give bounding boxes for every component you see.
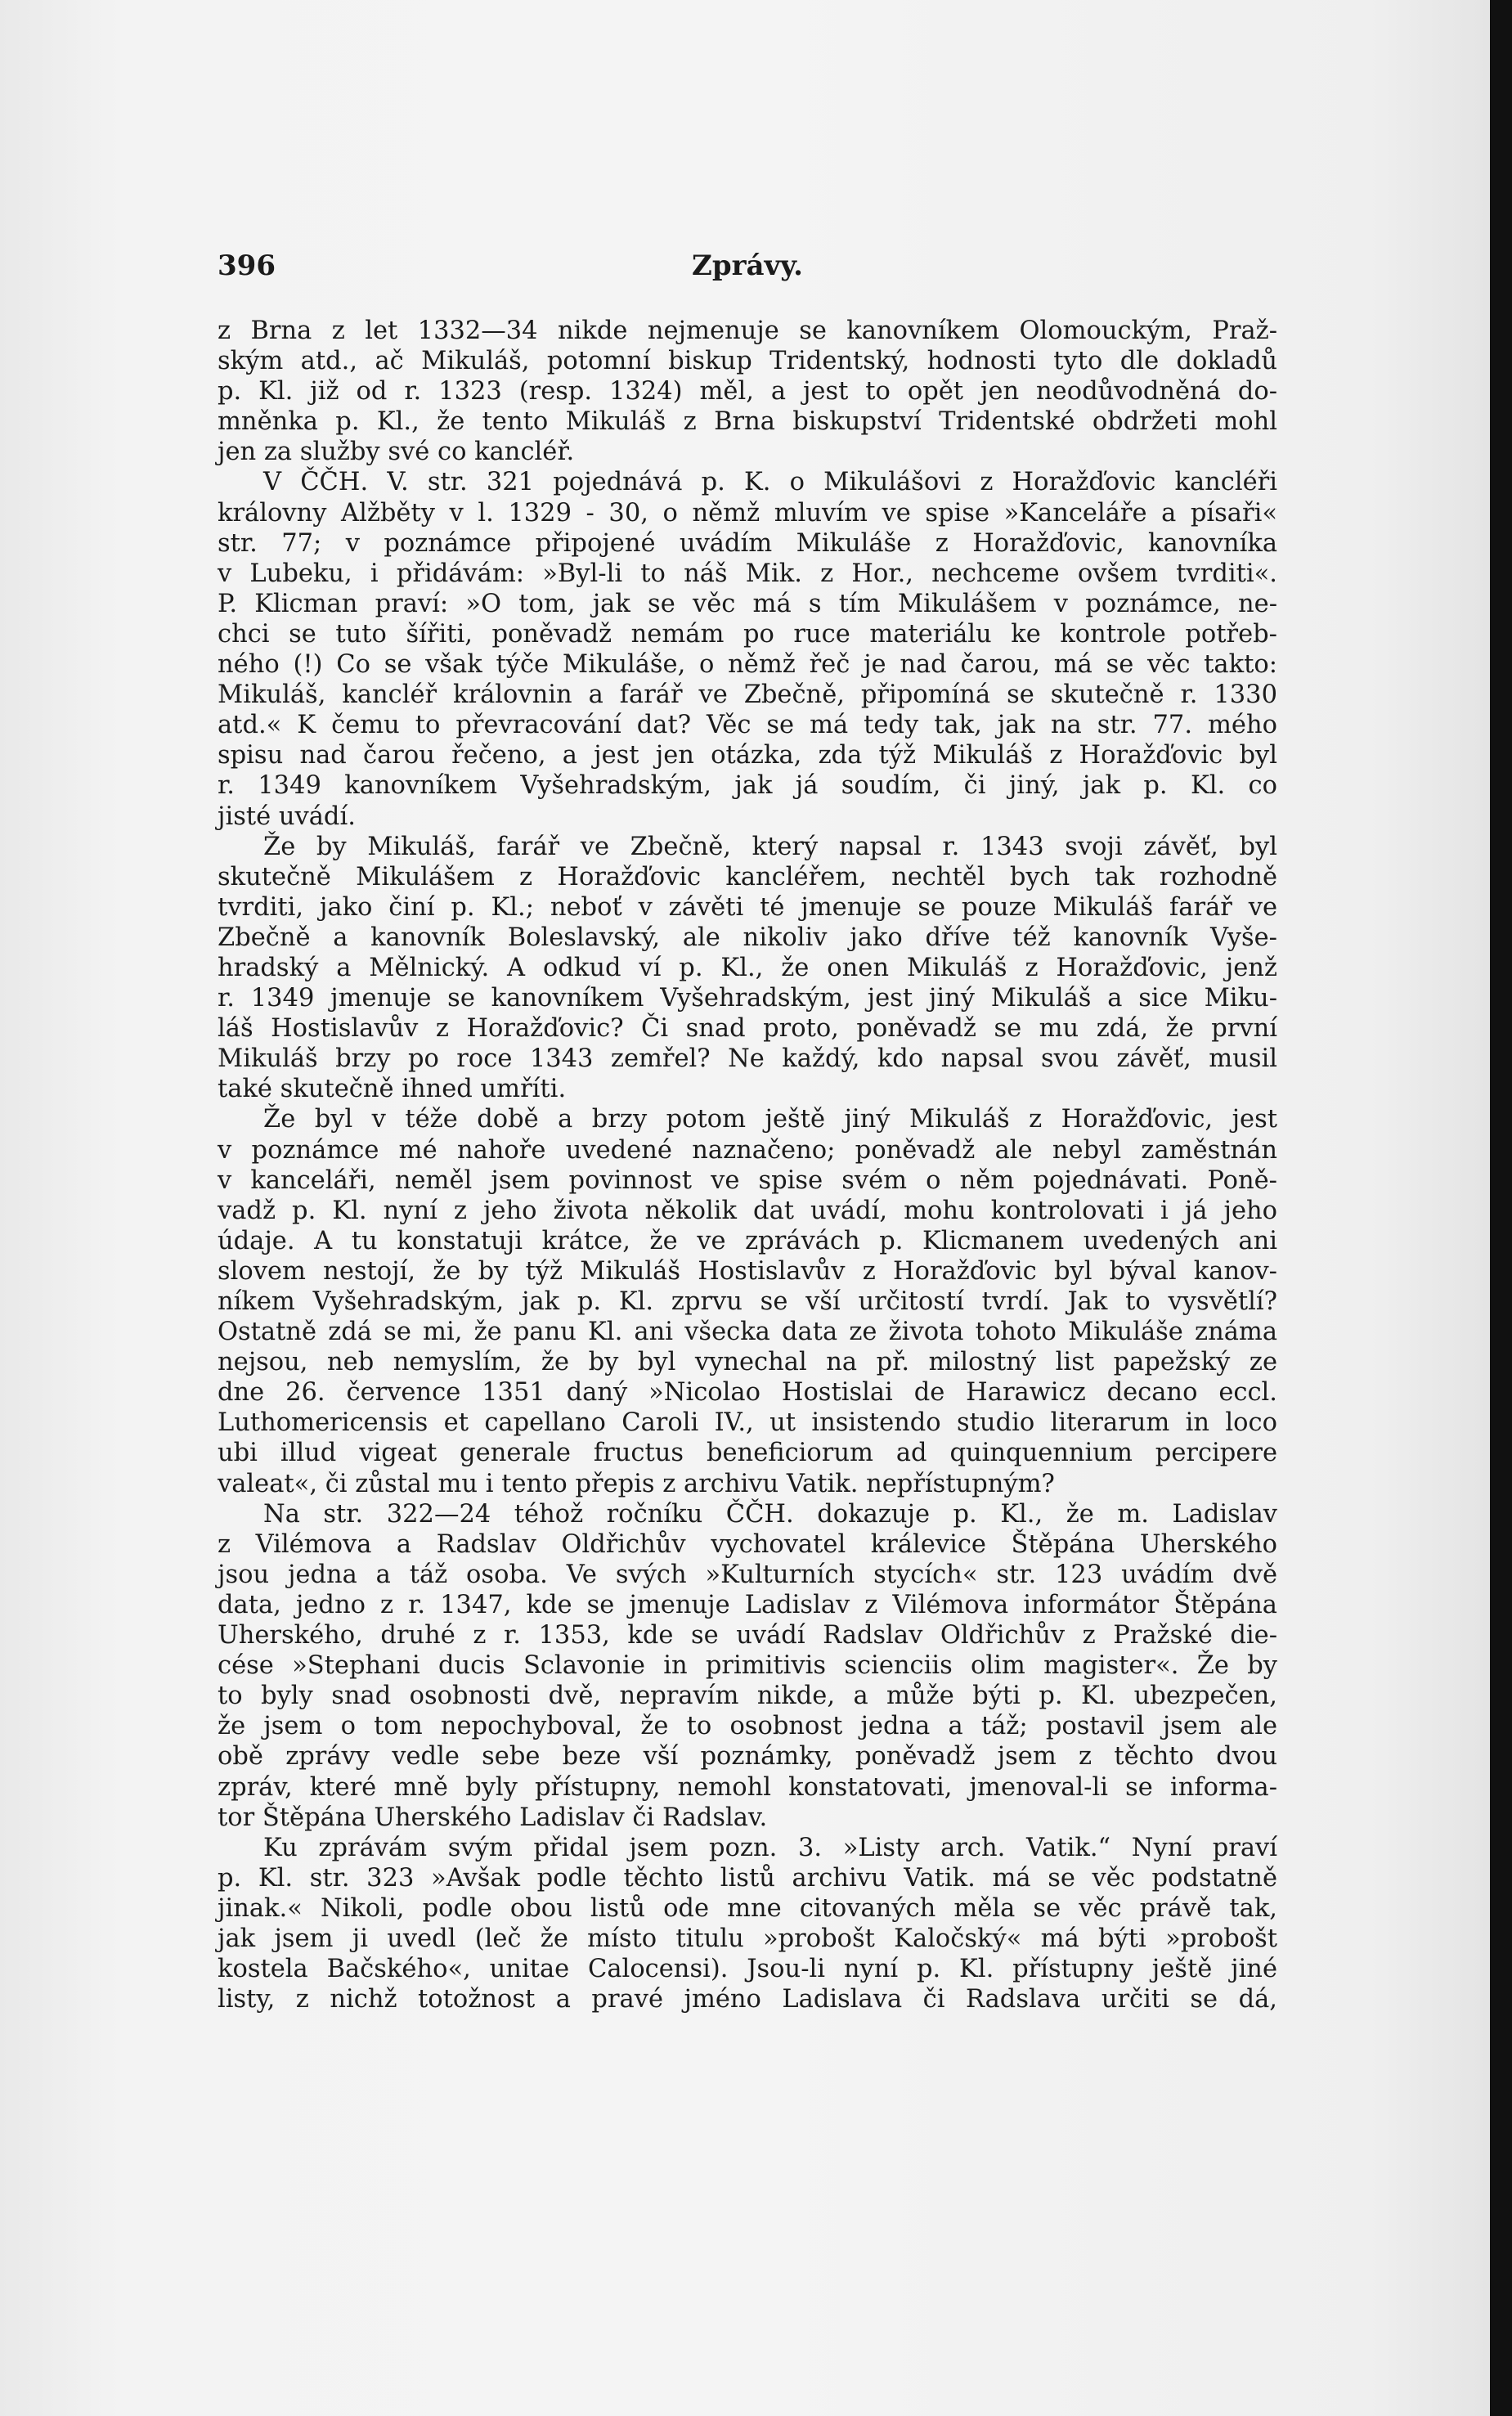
text-line: Zbečně a kanovník Boleslavský, ale nikoliv jako dříve též kanovník Vyše- [218,923,1277,952]
section-title: Zprávy. [692,249,803,282]
text-line: chci se tuto šířiti, poněvadž nemám po ruce materiálu ke kontrole potřeb- [218,619,1277,649]
text-line: slovem nestojí, že by týž Mikuláš Hostislavův z Horažďovic byl býval kanov- [218,1256,1277,1286]
text-line: zpráv, které mně byly přístupny, nemohl konstatovati, jmenoval-li se informa- [218,1772,1277,1802]
text-line: že jsem o tom nepochyboval, že to osobnost jedna a táž; postavil jsem ale [218,1712,1277,1741]
text-line: data, jedno z r. 1347, kde se jmenuje Ladislav z Vilémova informátor Štěpána [218,1590,1277,1619]
text-line: Uherského, druhé z r. 1353, kde se uvádí Radslav Oldřichův z Pražské die- [218,1621,1277,1650]
text-line: jsou jedna a táž osoba. Ve svých »Kulturních stycích« str. 123 uvádím dvě [218,1560,1277,1589]
text-line: V ČČH. V. str. 321 pojednává p. K. o Mikulášovi z Horažďovic kancléři [263,468,1277,497]
text-line: r. 1349 jmenuje se kanovníkem Vyšehradským, jest jiný Mikuláš a sice Miku- [218,984,1277,1013]
text-line: ubi illud vigeat generale fructus beneficiorum ad quinquennium percipere [218,1439,1277,1468]
page-number: 396 [218,249,276,282]
text-line: Že byl v téže době a brzy potom ještě jiný Mikuláš z Horažďovic, jest [263,1105,1277,1134]
text-line: v poznámce mé nahoře uvedené naznačeno; poněvadž ale nebyl zaměstnán [218,1135,1277,1165]
text-line: r. 1349 kanovníkem Vyšehradským, jak já soudím, či jiný, jak p. Kl. co [218,771,1277,801]
text-line: spisu nad čarou řečeno, a jest jen otázka, zda týž Mikuláš z Horažďovic byl [218,741,1277,770]
text-line: ským atd., ač Mikuláš, potomní biskup Tridentský, hodnosti tyto dle dokladů [218,347,1277,376]
text-line: jen za služby své co kancléř. [218,438,575,467]
text-line: jisté uvádí. [218,802,356,831]
text-line: také skutečně ihned umříti. [218,1075,567,1104]
text-line: dne 26. července 1351 daný »Nicolao Hostislai de Harawicz decano eccl. [218,1378,1277,1408]
running-head [218,245,1277,286]
text-line: obě zprávy vedle sebe beze vší poznámky, poněvadž jsem z těchto dvou [218,1742,1277,1772]
text-line: skutečně Mikulášem z Horažďovic kancléřem, nechtěl bych tak rozhodně [218,862,1277,891]
text-line: Že by Mikuláš, farář ve Zbečně, který napsal r. 1343 svoji závěť, byl [263,832,1277,861]
text-line: tvrditi, jako činí p. Kl.; neboť v závěti té jmenuje se pouze Mikuláš farář ve [218,892,1277,922]
text-line: Ku zprávám svým přidal jsem pozn. 3. »Listy arch. Vatik.“ Nyní praví [263,1833,1277,1862]
text-line: v Lubeku, i přidávám: »Byl-li to náš Mik. z Hor., nechceme ovšem tvrditi«. [218,559,1277,588]
scan-edge-border [1490,0,1512,2416]
text-line: údaje. A tu konstatuji krátce, že ve zprávách p. Klicmanem uvedených ani [218,1226,1277,1255]
text-line: jinak.« Nikoli, podle obou listů ode mne citovaných měla se věc právě tak, [218,1893,1277,1923]
text-line: Mikuláš brzy po roce 1343 zemřel? Ne každý, kdo napsal svou závěť, musil [218,1044,1277,1074]
text-line: to byly snad osobnosti dvě, nepravím nikde, a může býti p. Kl. ubezpečen, [218,1682,1277,1711]
text-line: valeat«, či zůstal mu i tento přepis z archivu Vatik. nepřístupným? [218,1469,1055,1498]
text-line: láš Hostislavův z Horažďovic? Či snad proto, poněvadž se mu zdá, že první [218,1014,1277,1044]
text-line: královny Alžběty v l. 1329 - 30, o němž mluvím ve spise »Kanceláře a písaři« [218,498,1277,528]
text-line: atd.« K čemu to převracování dat? Věc se má tedy tak, jak na str. 77. mého [218,711,1277,740]
text-line: listy, z nichž totožnost a pravé jméno Ladislava či Radslava určiti se dá, [218,1985,1277,2014]
text-line: p. Kl. již od r. 1323 (resp. 1324) měl, a jest to opět jen neodůvodněná do- [218,377,1277,406]
text-line: p. Kl. str. 323 »Avšak podle těchto listů archivu Vatik. má se věc podstatně [218,1863,1277,1893]
text-line: P. Klicman praví: »O tom, jak se věc má s tím Mikulášem v poznámce, ne- [218,589,1277,618]
text-line: cése »Stephani ducis Sclavonie in primitivis scienciis olim magister«. Že by [218,1651,1277,1681]
text-line: hradský a Mělnický. A odkud ví p. Kl., že onen Mikuláš z Horažďovic, jenž [218,953,1277,982]
text-line: mněnka p. Kl., že tento Mikuláš z Brna biskupství Tridentské obdržeti mohl [218,407,1277,437]
text-line: str. 77; v poznámce připojené uvádím Mikuláše z Horažďovic, kanovníka [218,528,1277,558]
text-line: ného (!) Co se však týče Mikuláše, o němž řeč je nad čarou, má se věc takto: [218,650,1277,680]
text-line: z Brna z let 1332—34 nikde nejmenuje se kanovníkem Olomouckým, Praž- [218,317,1277,345]
text-line: z Vilémova a Radslav Oldřichův vychovatel králevice Štěpána Uherského [218,1529,1277,1559]
text-line: níkem Vyšehradským, jak p. Kl. zprvu se vší určitostí tvrdí. Jak to vysvětlí? [218,1287,1277,1316]
document-page [218,245,1277,2014]
text-line: tor Štěpána Uherského Ladislav či Radslav. [218,1803,768,1832]
text-line: Ostatně zdá se mi, že panu Kl. ani všecka data ze života tohoto Mikuláše známa [218,1318,1277,1347]
text-line: v kanceláři, neměl jsem povinnost ve spise svém o něm pojednávati. Poně- [218,1165,1277,1195]
text-line: jak jsem ji uvedl (leč že místo titulu »probošt Kaločský« má býti »probošt [218,1924,1277,1953]
body-text [218,316,1277,2014]
text-line: Na str. 322—24 téhož ročníku ČČH. dokazuje p. Kl., že m. Ladislav [263,1499,1277,1529]
text-line: Mikuláš, kancléř královnin a farář ve Zbečně, připomíná se skutečně r. 1330 [218,680,1277,710]
text-line: Luthomericensis et capellano Caroli IV., ut insistendo studio literarum in loco [218,1408,1277,1438]
text-line: nejsou, neb nemyslím, že by byl vynechal na př. milostný list papežský ze [218,1348,1277,1377]
text-line: kostela Bačského«, unitae Calocensi). Jsou-li nyní p. Kl. přístupny ještě jiné [218,1955,1277,1984]
text-line: vadž p. Kl. nyní z jeho života několik dat uvádí, mohu kontrolovati i já jeho [218,1196,1277,1225]
